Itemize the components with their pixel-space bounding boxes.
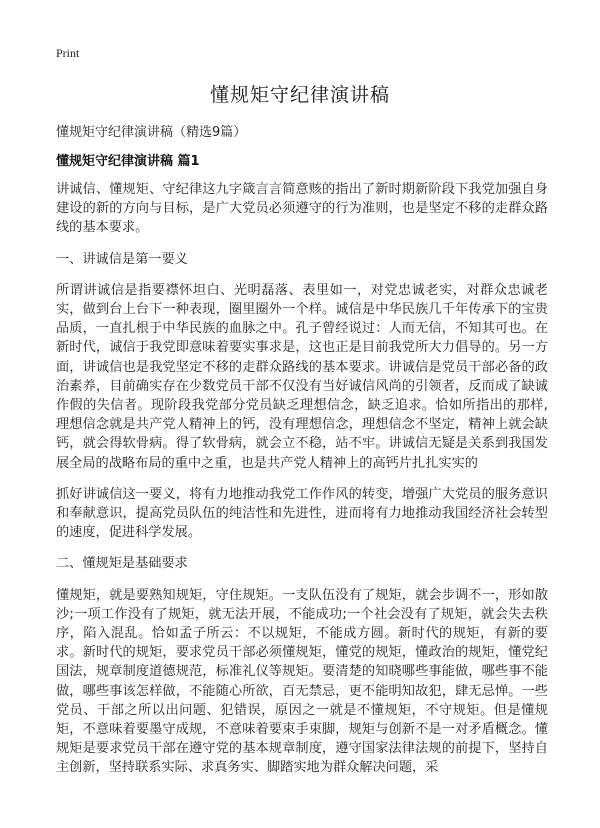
print-link[interactable]: Print: [56, 46, 80, 60]
document-body: [56, 180, 548, 790]
heading-rules: 二、懂规矩是基础要求: [56, 556, 188, 572]
intro-paragraph: 讲诚信、懂规矩、守纪律这九字箴言言简意赅的指出了新时期新阶段下我党加强自身建设的新的方向与目标，是广大党员必须遵守的行为准则，也是坚定不移的走群众路线的基本要求。: [56, 182, 548, 236]
document-subtitle: 懂规矩守纪律演讲稿（精选9篇）: [56, 125, 247, 140]
document-title: 懂规矩守纪律演讲稿: [209, 84, 390, 106]
section-title: 懂规矩守纪律演讲稿 篇1: [56, 154, 200, 169]
paragraph-rules: 懂规矩，就是要熟知规矩，守住规矩。一支队伍没有了规矩，就会步调不一，形如散沙;一项工作没有了规矩，就无法开展，不能成功;一个社会没有了规矩，就会失去秩序，陷入混乱。恰如孟子所云：不以规矩，不能成方圆。新时代的规矩，有新的要求。新时代的规矩，要求党员干部必须懂规矩，懂党的规矩，懂政治的规矩，懂党纪国法，规章制度道德规范，标准礼仪等规矩。要清楚的知晓哪些事能做，哪些事不能做，哪些事该怎样做，不能随心所欲，百无禁忌，更不能明知故犯，肆无忌惮。一些党员、干部之所以出问题、犯错误，原因之一就是不懂规矩，不守规矩。但是懂规矩，不意味着要墨守成规，不意味着要束手束脚，规矩与创新不是一对矛盾概念。懂规矩是要求党员干部在遵守党的基本规章制度，遵守国家法律法规的前提下，坚持自主创新，坚持联系实际、求真务实、脚踏实地为群众解决问题，采: [56, 587, 548, 776]
paragraph-integrity: 所谓讲诚信是指要襟怀坦白、光明磊落、表里如一，对党忠诚老实，对群众忠诚老实，做到台上台下一种表现，圈里圈外一个样。诚信是中华民族几千年传承下的宝贵品质，一直扎根于中华民族的血脉之中。孔子曾经说过：人而无信，不知其可也。在新时代，诚信于我党即意味着要实事求是，这也正是目前我党所大力倡导的。另一方面，讲诚信也是我党坚定不移的走群众路线的基本要求。讲诚信是党员干部必备的政治素养，目前确实存在少数党员干部不仅没有当好诚信风尚的引领者，反而成了缺诚作假的失信者。现阶段我党部分党员缺乏理想信念，缺乏追求。恰如所指出的那样,理想信念就是共产党人精神上的钙，没有理想信念，理想信念不坚定，精神上就会缺钙，就会得软骨病。得了软骨病，就会立不稳，站不牢。讲诚信无疑是关系到我国发展全局的战略布局的重中之重，也是共产党人精神上的高钙片扎扎实实的: [56, 282, 548, 471]
paragraph-integrity-conclusion: 抓好讲诚信这一要义，将有力地推动我党工作作风的转变，增强广大党员的服务意识和奉献意识，提高党员队伍的纯洁性和先进性，进而将有力地推动我国经济社会转型的速度，促进科学发展。: [56, 486, 548, 541]
heading-integrity: 一、讲诚信是第一要义: [56, 251, 188, 267]
